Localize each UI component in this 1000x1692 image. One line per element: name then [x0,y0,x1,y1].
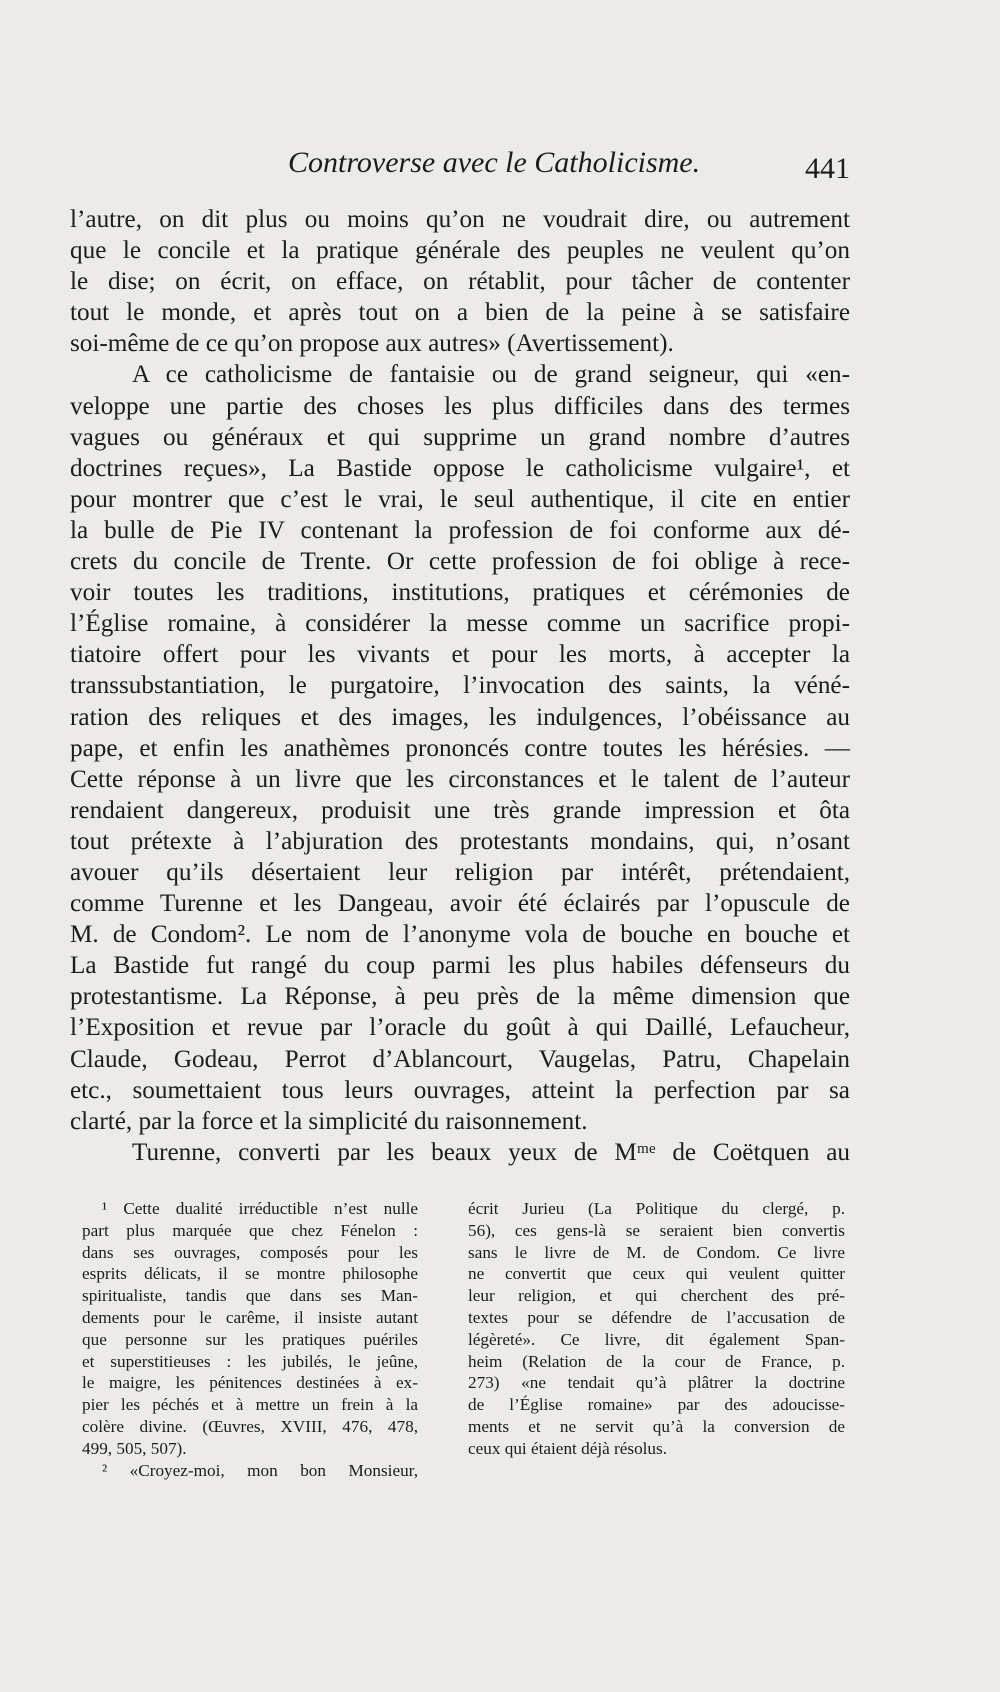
body-line: crets du concile de Trente. Or cette profession de foi oblige à rece- [70,548,850,576]
running-title: Controverse avec le Catholicisme. [288,146,701,179]
body-line: tiatoire offert pour les vivants et pour les morts, à accepter la [70,641,850,669]
footnote-line: textes pour se défendre de l’accusation de [468,1307,845,1327]
footnote-line: sans le livre de M. de Condom. Ce livre [468,1242,845,1262]
footnotes-right-column [468,1198,845,1460]
body-line: Claude, Godeau, Perrot d’Ablancourt, Vaugelas, Patru, Chapelain [70,1045,850,1073]
body-line: l’Exposition et revue par l’oracle du goût à qui Daillé, Lefaucheur, [70,1014,850,1042]
body-line: vagues ou généraux et qui supprime un grand nombre d’autres [70,423,850,451]
body-line: protestantisme. La Réponse, à peu près de la même dimension que [70,983,850,1011]
body-line: etc., soumettaient tous leurs ouvrages, atteint la perfection par sa [70,1076,850,1104]
body-line: le dise; on écrit, on efface, on rétablit, pour tâcher de contenter [70,268,850,296]
footnote-line: esprits délicats, il se montre philosophe [82,1264,418,1284]
footnote-line: dans ses ouvrages, composés pour les [82,1242,418,1262]
body-line: La Bastide fut rangé du coup parmi les plus habiles défenseurs du [70,952,850,980]
footnote-line: 273) «ne tendait qu’à plâtrer la doctrine [468,1373,845,1393]
footnote-line: et superstitieuses : les jubilés, le jeûne, [82,1351,418,1371]
body-line: doctrines reçues», La Bastide oppose le catholicisme vulgaire¹, et [70,454,850,482]
footnote-line: ments et ne servit qu’à la conversion de [468,1416,845,1436]
body-line: tout prétexte à l’abjuration des protestants mondains, qui, n’osant [70,827,850,855]
footnote-line: dements pour le carême, il insiste autant [82,1307,418,1327]
body-line: l’autre, on dit plus ou moins qu’on ne voudrait dire, ou autrement [70,206,850,233]
body-line: M. de Condom². Le nom de l’anonyme vola de bouche en bouche et [70,921,850,949]
body-line: pape, et enfin les anathèmes prononcés contre toutes les hérésies. — [70,734,850,762]
footnote-line: leur religion, et qui cherchent des pré- [468,1286,845,1306]
footnote-line: colère divine. (Œuvres, XVIII, 476, 478, [82,1416,418,1436]
body-line: transsubstantiation, le purgatoire, l’invocation des saints, la véné- [70,672,850,700]
footnote-line: 499, 505, 507). [82,1438,187,1458]
body-line: A ce catholicisme de fantaisie ou de grand seigneur, qui «en- [132,361,850,389]
page-header [78,146,850,186]
footnote-line: part plus marquée que chez Fénelon : [82,1220,418,1240]
body-text [70,204,850,1168]
body-line: avouer qu’ils désertaient leur religion par intérêt, prétendaient, [70,858,850,886]
body-line: l’Église romaine, à considérer la messe comme un sacrifice propi- [70,610,850,638]
body-line: soi-même de ce qu’on propose aux autres» (Avertissement). [70,330,674,358]
body-line: Cette réponse à un livre que les circonstances et le talent de l’auteur [70,765,850,793]
footnote-line: légèreté». Ce livre, dit également Span- [468,1329,845,1349]
footnote-line: ne convertit que ceux qui veulent quitter [468,1264,845,1284]
body-line: clarté, par la force et la simplicité du raisonnement. [70,1107,588,1135]
footnote-line: ¹ Cette dualité irréductible n’est nulle [102,1199,418,1218]
body-line: Turenne, converti par les beaux yeux de Mᵐᵉ de Coëtquen au [132,1138,850,1166]
footnote-line: de l’Église romaine» par des adoucisse- [468,1395,845,1415]
footnote-line: le maigre, les pénitences destinées à ex- [82,1373,418,1393]
footnote-line: que personne sur les pratiques puériles [82,1329,418,1349]
body-line: rendaient dangereux, produisit une très grande impression et ôta [70,796,850,824]
body-line: ration des reliques et des images, les indulgences, l’obéissance au [70,703,850,731]
body-line: comme Turenne et les Dangeau, avoir été éclairés par l’opuscule de [70,890,850,918]
body-line: la bulle de Pie IV contenant la profession de foi conforme aux dé- [70,516,850,544]
footnote-line: pier les péchés et à mettre un frein à la [82,1395,418,1415]
footnote-line: ² «Croyez-moi, mon bon Monsieur, [102,1460,418,1480]
footnote-line: spiritualiste, tandis que dans ses Man- [82,1286,418,1306]
body-line: tout le monde, et après tout on a bien de la peine à se satisfaire [70,299,850,327]
footnote-line: écrit Jurieu (La Politique du clergé, p. [468,1199,845,1218]
footnote-line: ceux qui étaient déjà résolus. [468,1438,668,1458]
footnote-line: heim (Relation de la cour de France, p. [468,1351,845,1371]
body-line: que le concile et la pratique générale des peuples ne veulent qu’on [70,237,850,265]
page-number: 441 [805,152,850,185]
footnote-line: 56), ces gens-là se seraient bien convertis [468,1220,845,1240]
body-line: veloppe une partie des choses les plus difficiles dans des termes [70,392,850,420]
body-line: pour montrer que c’est le vrai, le seul authentique, il cite en entier [70,485,850,513]
footnotes-left-column [82,1198,418,1481]
body-line: voir toutes les traditions, institutions, pratiques et cérémonies de [70,579,850,607]
